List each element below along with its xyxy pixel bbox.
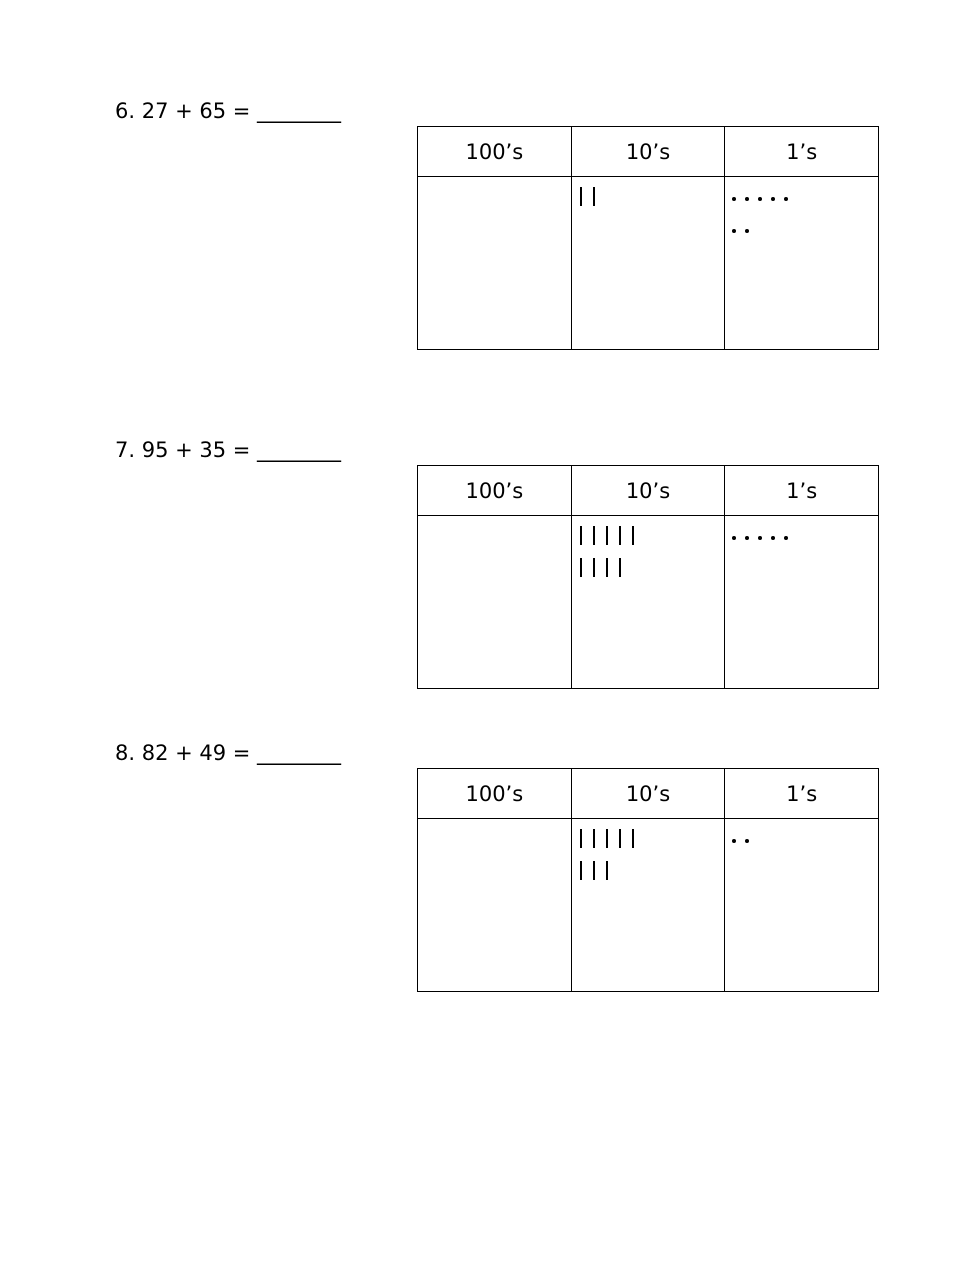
place-value-chart-7 <box>417 465 879 689</box>
dot-mark <box>732 839 736 843</box>
dot-row <box>732 526 878 558</box>
dot-mark <box>732 229 736 233</box>
tally-mark <box>619 829 621 848</box>
header-ones: 1’s <box>725 769 879 819</box>
tally-mark <box>606 829 608 848</box>
dot-mark <box>745 839 749 843</box>
place-value-chart-8 <box>417 768 879 992</box>
dot-mark <box>745 229 749 233</box>
ones-cell[interactable] <box>725 516 879 689</box>
dot-mark <box>771 197 775 201</box>
tens-cell[interactable] <box>571 516 725 689</box>
problem-6-equation: 6. 27 + 65 = ________ <box>115 99 342 123</box>
tally-mark <box>619 526 621 545</box>
header-tens: 10’s <box>571 769 725 819</box>
tally-row <box>579 558 725 590</box>
tally-mark <box>619 558 621 577</box>
header-tens: 10’s <box>571 127 725 177</box>
tally-mark <box>632 526 634 545</box>
hundreds-cell[interactable] <box>418 516 572 689</box>
hundreds-cell[interactable] <box>418 177 572 350</box>
header-hundreds: 100’s <box>418 466 572 516</box>
tally-row <box>579 829 725 861</box>
tally-mark <box>593 558 595 577</box>
tally-mark <box>593 526 595 545</box>
dot-row <box>732 219 878 251</box>
tally-row <box>579 526 725 558</box>
tally-mark <box>580 861 582 880</box>
dot-mark <box>771 536 775 540</box>
tally-mark <box>580 187 582 206</box>
dot-mark <box>758 536 762 540</box>
dot-mark <box>758 197 762 201</box>
problem-8-equation: 8. 82 + 49 = ________ <box>115 741 342 765</box>
tally-row <box>579 861 725 893</box>
dot-mark <box>784 536 788 540</box>
tally-mark <box>580 526 582 545</box>
tally-mark <box>593 861 595 880</box>
header-ones: 1’s <box>725 466 879 516</box>
dot-mark <box>745 536 749 540</box>
problem-7-equation: 7. 95 + 35 = ________ <box>115 438 342 462</box>
header-tens: 10’s <box>571 466 725 516</box>
dot-row <box>732 187 878 219</box>
dot-mark <box>784 197 788 201</box>
header-hundreds: 100’s <box>418 769 572 819</box>
dot-mark <box>745 197 749 201</box>
tally-mark <box>606 526 608 545</box>
dot-mark <box>732 197 736 201</box>
ones-cell[interactable] <box>725 177 879 350</box>
dot-mark <box>732 536 736 540</box>
hundreds-cell[interactable] <box>418 819 572 992</box>
tally-mark <box>606 558 608 577</box>
tally-mark <box>593 829 595 848</box>
tally-mark <box>580 558 582 577</box>
tens-cell[interactable] <box>571 819 725 992</box>
tally-mark <box>632 829 634 848</box>
tally-mark <box>580 829 582 848</box>
header-hundreds: 100’s <box>418 127 572 177</box>
tens-cell[interactable] <box>571 177 725 350</box>
dot-row <box>732 829 878 861</box>
tally-row <box>579 187 725 219</box>
header-ones: 1’s <box>725 127 879 177</box>
ones-cell[interactable] <box>725 819 879 992</box>
place-value-chart-6 <box>417 126 879 350</box>
tally-mark <box>593 187 595 206</box>
tally-mark <box>606 861 608 880</box>
